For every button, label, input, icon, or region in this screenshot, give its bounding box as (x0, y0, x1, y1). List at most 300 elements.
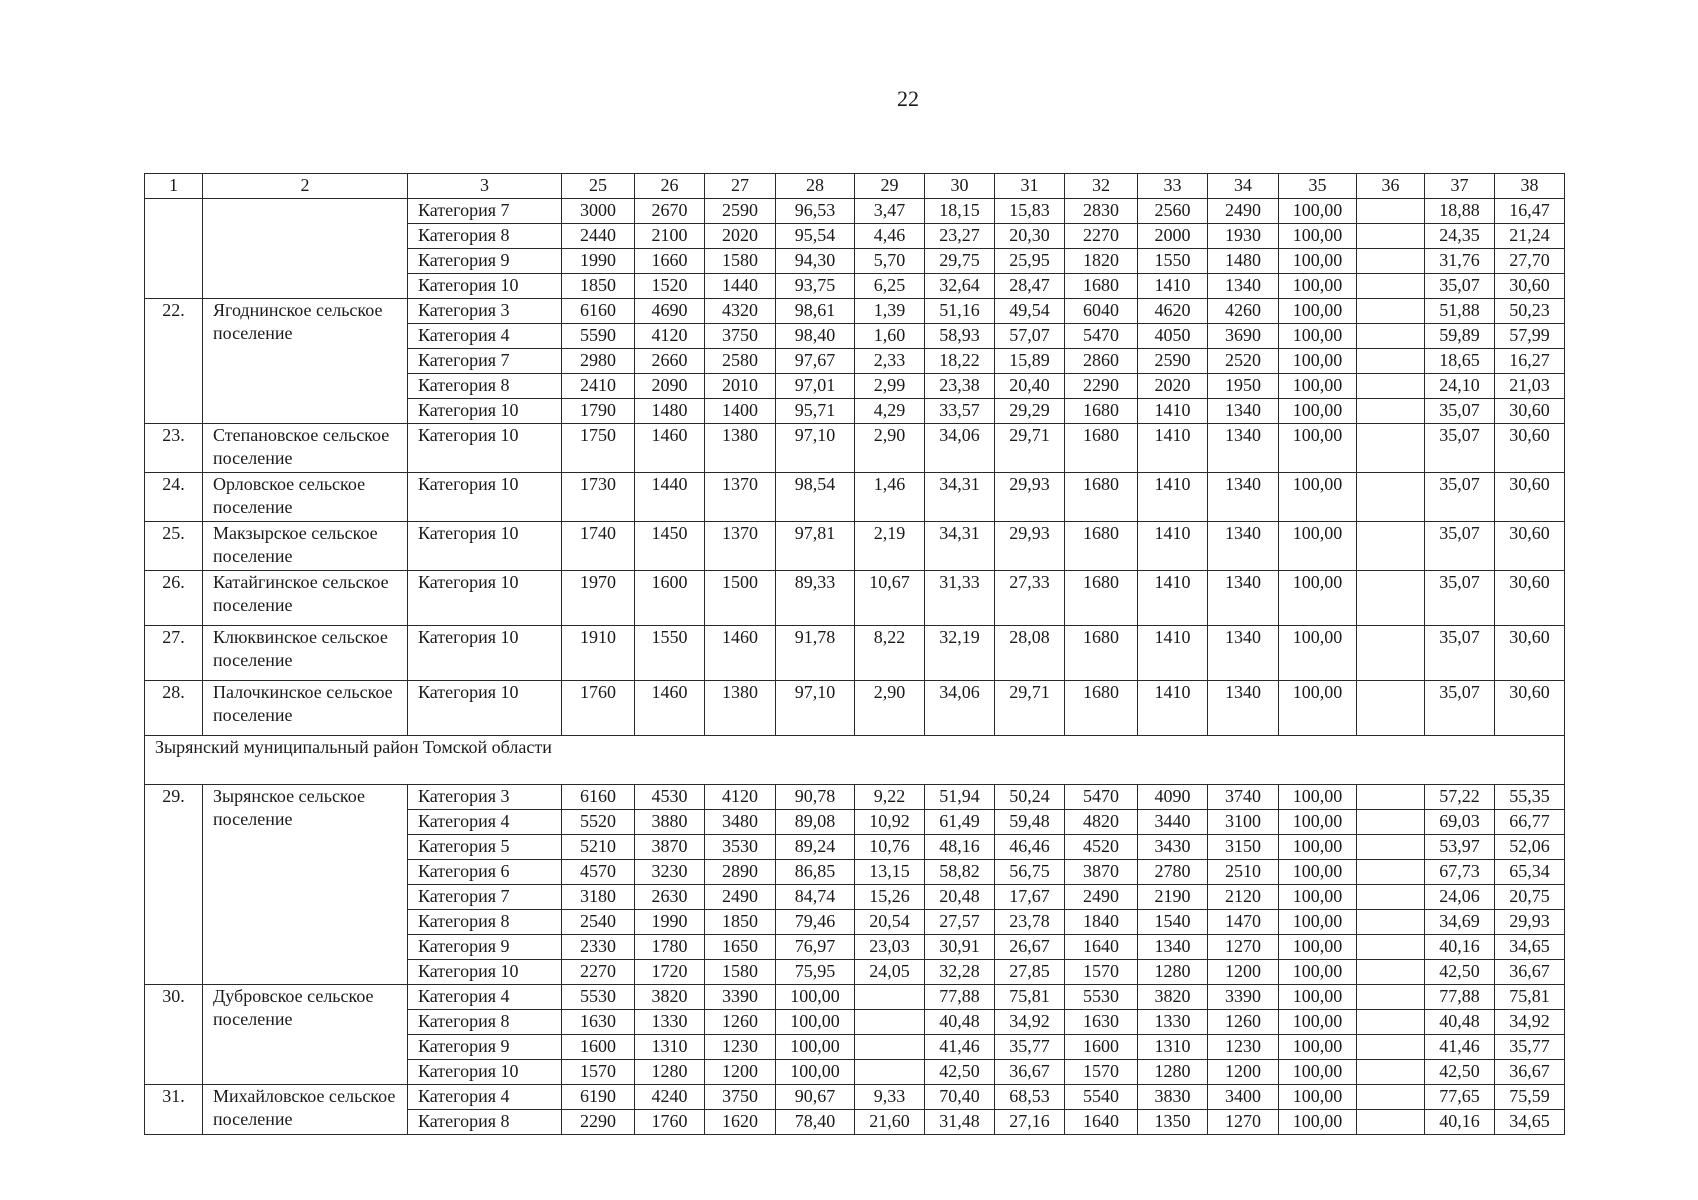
value-cell: 36,67 (1495, 960, 1565, 985)
value-cell: 100,00 (1279, 785, 1357, 810)
table-row (145, 473, 1565, 522)
value-cell: 1970 (562, 571, 635, 626)
data-table (144, 173, 1565, 1135)
value-cell: 25,95 (995, 249, 1065, 274)
value-cell: 1640 (1065, 935, 1138, 960)
column-header: 36 (1357, 174, 1425, 199)
value-cell: 1340 (1208, 626, 1279, 681)
table-row (145, 299, 1565, 324)
value-cell: 3750 (705, 1085, 776, 1110)
category-cell: Категория 10 (408, 1060, 562, 1085)
value-cell: 4320 (705, 299, 776, 324)
value-cell: 97,10 (776, 424, 855, 473)
settlement-name: Дубровское сельское поселение (203, 985, 408, 1085)
category-cell: Категория 3 (408, 299, 562, 324)
value-cell: 2490 (1065, 885, 1138, 910)
value-cell: 2780 (1138, 860, 1208, 885)
value-cell: 1410 (1138, 522, 1208, 571)
value-cell: 5470 (1065, 324, 1138, 349)
value-cell: 1480 (635, 399, 705, 424)
value-cell: 3830 (1138, 1085, 1208, 1110)
value-cell: 100,00 (776, 1035, 855, 1060)
value-cell: 2540 (562, 910, 635, 935)
value-cell: 2510 (1208, 860, 1279, 885)
value-cell: 36,67 (995, 1060, 1065, 1085)
value-cell (1357, 571, 1425, 626)
value-cell: 9,22 (855, 785, 925, 810)
settlement-name: Клюквинское сельское поселение (203, 626, 408, 681)
settlement-name: Катайгинское сельское поселение (203, 571, 408, 626)
value-cell: 3180 (562, 885, 635, 910)
value-cell (1357, 522, 1425, 571)
category-cell: Категория 4 (408, 810, 562, 835)
table-row (145, 626, 1565, 681)
value-cell: 24,06 (1425, 885, 1495, 910)
value-cell: 3820 (1138, 985, 1208, 1010)
value-cell (1357, 626, 1425, 681)
value-cell: 61,49 (925, 810, 995, 835)
value-cell: 79,46 (776, 910, 855, 935)
value-cell (1357, 935, 1425, 960)
value-cell: 5540 (1065, 1085, 1138, 1110)
value-cell (1357, 960, 1425, 985)
value-cell: 2100 (635, 224, 705, 249)
value-cell (1357, 399, 1425, 424)
value-cell: 1640 (1065, 1110, 1138, 1135)
value-cell: 42,50 (1425, 1060, 1495, 1085)
value-cell: 3880 (635, 810, 705, 835)
value-cell: 89,24 (776, 835, 855, 860)
value-cell: 2860 (1065, 349, 1138, 374)
value-cell: 30,60 (1495, 274, 1565, 299)
value-cell: 24,05 (855, 960, 925, 985)
row-number: 26. (145, 571, 203, 626)
value-cell: 1,60 (855, 324, 925, 349)
value-cell: 1310 (1138, 1035, 1208, 1060)
category-cell: Категория 10 (408, 681, 562, 736)
column-header: 31 (995, 174, 1065, 199)
value-cell: 100,00 (776, 1060, 855, 1085)
value-cell: 30,91 (925, 935, 995, 960)
table-row (145, 199, 1565, 224)
value-cell (1357, 810, 1425, 835)
value-cell: 100,00 (1279, 985, 1357, 1010)
value-cell: 30,60 (1495, 473, 1565, 522)
value-cell: 56,75 (995, 860, 1065, 885)
value-cell: 35,77 (1495, 1035, 1565, 1060)
value-cell: 1470 (1208, 910, 1279, 935)
category-cell: Категория 8 (408, 910, 562, 935)
value-cell: 1,39 (855, 299, 925, 324)
value-cell: 34,06 (925, 681, 995, 736)
value-cell: 51,16 (925, 299, 995, 324)
value-cell: 1680 (1065, 473, 1138, 522)
value-cell: 52,06 (1495, 835, 1565, 860)
category-cell: Категория 8 (408, 1010, 562, 1035)
value-cell: 29,75 (925, 249, 995, 274)
value-cell: 1380 (705, 424, 776, 473)
value-cell: 31,76 (1425, 249, 1495, 274)
value-cell: 33,57 (925, 399, 995, 424)
value-cell: 53,97 (1425, 835, 1495, 860)
value-cell: 31,48 (925, 1110, 995, 1135)
value-cell: 1680 (1065, 681, 1138, 736)
value-cell: 93,75 (776, 274, 855, 299)
value-cell: 100,00 (1279, 1060, 1357, 1085)
value-cell (1357, 424, 1425, 473)
category-cell: Категория 4 (408, 985, 562, 1010)
value-cell: 27,16 (995, 1110, 1065, 1135)
value-cell: 40,16 (1425, 1110, 1495, 1135)
value-cell: 97,10 (776, 681, 855, 736)
value-cell: 4,29 (855, 399, 925, 424)
value-cell (1357, 374, 1425, 399)
value-cell: 6040 (1065, 299, 1138, 324)
row-number: 23. (145, 424, 203, 473)
value-cell (1357, 835, 1425, 860)
value-cell: 1410 (1138, 626, 1208, 681)
value-cell: 3230 (635, 860, 705, 885)
value-cell: 5,70 (855, 249, 925, 274)
value-cell: 1410 (1138, 473, 1208, 522)
value-cell: 10,92 (855, 810, 925, 835)
value-cell: 97,81 (776, 522, 855, 571)
value-cell (855, 1035, 925, 1060)
value-cell: 68,53 (995, 1085, 1065, 1110)
value-cell: 34,31 (925, 473, 995, 522)
value-cell: 36,67 (1495, 1060, 1565, 1085)
value-cell: 34,06 (925, 424, 995, 473)
value-cell: 34,92 (995, 1010, 1065, 1035)
value-cell: 30,60 (1495, 424, 1565, 473)
column-header: 1 (145, 174, 203, 199)
value-cell: 1280 (635, 1060, 705, 1085)
value-cell: 100,00 (1279, 681, 1357, 736)
value-cell: 5470 (1065, 785, 1138, 810)
value-cell: 50,24 (995, 785, 1065, 810)
value-cell: 4090 (1138, 785, 1208, 810)
value-cell: 67,73 (1425, 860, 1495, 885)
value-cell: 30,60 (1495, 626, 1565, 681)
value-cell: 23,27 (925, 224, 995, 249)
value-cell: 2020 (705, 224, 776, 249)
value-cell: 59,48 (995, 810, 1065, 835)
value-cell: 1350 (1138, 1110, 1208, 1135)
value-cell: 15,83 (995, 199, 1065, 224)
value-cell: 30,60 (1495, 522, 1565, 571)
value-cell: 4690 (635, 299, 705, 324)
value-cell: 1550 (1138, 249, 1208, 274)
value-cell: 5530 (562, 985, 635, 1010)
section-row (145, 736, 1565, 785)
value-cell: 1460 (635, 424, 705, 473)
value-cell (1357, 224, 1425, 249)
value-cell: 1340 (1208, 473, 1279, 522)
settlement-name: Михайловское сельское поселение (203, 1085, 408, 1135)
value-cell: 6160 (562, 299, 635, 324)
value-cell: 49,54 (995, 299, 1065, 324)
value-cell: 35,07 (1425, 473, 1495, 522)
column-header: 35 (1279, 174, 1357, 199)
value-cell: 3870 (635, 835, 705, 860)
value-cell: 3400 (1208, 1085, 1279, 1110)
value-cell: 1760 (562, 681, 635, 736)
value-cell: 29,71 (995, 424, 1065, 473)
value-cell: 1330 (635, 1010, 705, 1035)
value-cell: 32,64 (925, 274, 995, 299)
value-cell: 89,08 (776, 810, 855, 835)
value-cell (1357, 1085, 1425, 1110)
settlement-name: Палочкинское сельское поселение (203, 681, 408, 736)
column-header: 37 (1425, 174, 1495, 199)
value-cell: 48,16 (925, 835, 995, 860)
value-cell: 2580 (705, 349, 776, 374)
value-cell: 1480 (1208, 249, 1279, 274)
value-cell: 10,67 (855, 571, 925, 626)
category-cell: Категория 10 (408, 424, 562, 473)
value-cell: 100,00 (1279, 274, 1357, 299)
value-cell: 51,88 (1425, 299, 1495, 324)
value-cell: 1820 (1065, 249, 1138, 274)
value-cell: 3430 (1138, 835, 1208, 860)
value-cell: 2830 (1065, 199, 1138, 224)
value-cell: 1260 (1208, 1010, 1279, 1035)
value-cell: 23,03 (855, 935, 925, 960)
section-title: Зырянский муниципальный район Томской области (145, 736, 1565, 785)
value-cell: 1230 (705, 1035, 776, 1060)
row-number: 27. (145, 626, 203, 681)
value-cell: 1620 (705, 1110, 776, 1135)
value-cell: 100,00 (1279, 199, 1357, 224)
value-cell: 58,82 (925, 860, 995, 885)
value-cell: 100,00 (1279, 424, 1357, 473)
value-cell: 95,54 (776, 224, 855, 249)
value-cell: 2520 (1208, 349, 1279, 374)
value-cell: 57,22 (1425, 785, 1495, 810)
row-number: 31. (145, 1085, 203, 1135)
value-cell: 100,00 (1279, 1085, 1357, 1110)
value-cell (1357, 885, 1425, 910)
table-row (145, 985, 1565, 1010)
value-cell: 100,00 (1279, 1110, 1357, 1135)
value-cell: 1930 (1208, 224, 1279, 249)
value-cell: 100,00 (1279, 935, 1357, 960)
value-cell: 90,78 (776, 785, 855, 810)
value-cell: 1380 (705, 681, 776, 736)
value-cell (855, 1010, 925, 1035)
value-cell: 18,22 (925, 349, 995, 374)
value-cell: 18,15 (925, 199, 995, 224)
value-cell: 1780 (635, 935, 705, 960)
value-cell: 97,67 (776, 349, 855, 374)
value-cell: 75,59 (1495, 1085, 1565, 1110)
value-cell: 21,60 (855, 1110, 925, 1135)
category-cell: Категория 10 (408, 571, 562, 626)
value-cell: 28,47 (995, 274, 1065, 299)
table-row (145, 424, 1565, 473)
value-cell: 96,53 (776, 199, 855, 224)
value-cell: 1600 (1065, 1035, 1138, 1060)
value-cell: 1580 (705, 960, 776, 985)
value-cell: 35,07 (1425, 274, 1495, 299)
value-cell: 34,92 (1495, 1010, 1565, 1035)
value-cell: 35,07 (1425, 681, 1495, 736)
row-number: 22. (145, 299, 203, 424)
value-cell: 1500 (705, 571, 776, 626)
value-cell: 5520 (562, 810, 635, 835)
value-cell: 75,81 (995, 985, 1065, 1010)
value-cell: 1310 (635, 1035, 705, 1060)
value-cell: 17,67 (995, 885, 1065, 910)
category-cell: Категория 7 (408, 349, 562, 374)
category-cell: Категория 8 (408, 1110, 562, 1135)
value-cell: 1330 (1138, 1010, 1208, 1035)
value-cell: 4240 (635, 1085, 705, 1110)
value-cell: 1410 (1138, 274, 1208, 299)
settlement-name: Орловское сельское поселение (203, 473, 408, 522)
value-cell: 2,19 (855, 522, 925, 571)
row-number: 25. (145, 522, 203, 571)
value-cell: 98,61 (776, 299, 855, 324)
value-cell: 1270 (1208, 935, 1279, 960)
value-cell: 90,67 (776, 1085, 855, 1110)
value-cell: 16,47 (1495, 199, 1565, 224)
value-cell: 1440 (705, 274, 776, 299)
value-cell: 55,35 (1495, 785, 1565, 810)
value-cell: 3,47 (855, 199, 925, 224)
value-cell: 77,88 (925, 985, 995, 1010)
value-cell: 59,89 (1425, 324, 1495, 349)
value-cell: 1410 (1138, 399, 1208, 424)
value-cell: 34,69 (1425, 910, 1495, 935)
value-cell: 78,40 (776, 1110, 855, 1135)
value-cell: 42,50 (925, 1060, 995, 1085)
value-cell: 2890 (705, 860, 776, 885)
value-cell: 41,46 (925, 1035, 995, 1060)
column-header: 32 (1065, 174, 1138, 199)
value-cell: 1280 (1138, 960, 1208, 985)
value-cell: 98,40 (776, 324, 855, 349)
value-cell: 35,07 (1425, 522, 1495, 571)
value-cell: 1340 (1208, 424, 1279, 473)
value-cell: 1450 (635, 522, 705, 571)
value-cell: 16,27 (1495, 349, 1565, 374)
column-header: 30 (925, 174, 995, 199)
value-cell: 34,65 (1495, 1110, 1565, 1135)
value-cell: 2630 (635, 885, 705, 910)
value-cell: 4120 (705, 785, 776, 810)
table-row (145, 522, 1565, 571)
value-cell: 5590 (562, 324, 635, 349)
value-cell: 4570 (562, 860, 635, 885)
category-cell: Категория 5 (408, 835, 562, 860)
value-cell: 2440 (562, 224, 635, 249)
value-cell: 4120 (635, 324, 705, 349)
value-cell: 6190 (562, 1085, 635, 1110)
value-cell: 1260 (705, 1010, 776, 1035)
value-cell: 76,97 (776, 935, 855, 960)
category-cell: Категория 10 (408, 522, 562, 571)
category-cell: Категория 10 (408, 399, 562, 424)
category-cell: Категория 10 (408, 960, 562, 985)
value-cell: 35,07 (1425, 626, 1495, 681)
value-cell: 29,71 (995, 681, 1065, 736)
value-cell: 2490 (1208, 199, 1279, 224)
value-cell: 3100 (1208, 810, 1279, 835)
value-cell: 1850 (705, 910, 776, 935)
value-cell: 1680 (1065, 626, 1138, 681)
value-cell (1357, 681, 1425, 736)
value-cell: 100,00 (1279, 910, 1357, 935)
value-cell: 32,28 (925, 960, 995, 985)
value-cell: 100,00 (1279, 626, 1357, 681)
value-cell: 4,46 (855, 224, 925, 249)
value-cell: 29,93 (1495, 910, 1565, 935)
column-header: 34 (1208, 174, 1279, 199)
value-cell: 2,90 (855, 424, 925, 473)
column-header: 28 (776, 174, 855, 199)
value-cell: 30,60 (1495, 399, 1565, 424)
value-cell: 1680 (1065, 274, 1138, 299)
column-header: 25 (562, 174, 635, 199)
value-cell (1357, 324, 1425, 349)
value-cell: 2120 (1208, 885, 1279, 910)
value-cell: 1270 (1208, 1110, 1279, 1135)
value-cell: 100,00 (1279, 571, 1357, 626)
value-cell: 1340 (1208, 399, 1279, 424)
value-cell: 2560 (1138, 199, 1208, 224)
category-cell: Категория 9 (408, 1035, 562, 1060)
value-cell: 1200 (1208, 1060, 1279, 1085)
value-cell: 2660 (635, 349, 705, 374)
category-cell: Категория 7 (408, 885, 562, 910)
value-cell: 6,25 (855, 274, 925, 299)
value-cell: 6160 (562, 785, 635, 810)
row-number: 28. (145, 681, 203, 736)
value-cell: 1460 (635, 681, 705, 736)
value-cell: 69,03 (1425, 810, 1495, 835)
value-cell: 20,48 (925, 885, 995, 910)
value-cell: 100,00 (1279, 324, 1357, 349)
value-cell: 27,85 (995, 960, 1065, 985)
value-cell: 46,46 (995, 835, 1065, 860)
value-cell (855, 985, 925, 1010)
value-cell: 66,77 (1495, 810, 1565, 835)
category-cell: Категория 8 (408, 224, 562, 249)
value-cell: 58,93 (925, 324, 995, 349)
value-cell: 100,00 (1279, 224, 1357, 249)
settlement-name: Ягоднинское сельское поселение (203, 299, 408, 424)
value-cell: 100,00 (1279, 522, 1357, 571)
value-cell: 1570 (1065, 960, 1138, 985)
value-cell: 26,67 (995, 935, 1065, 960)
value-cell: 1570 (1065, 1060, 1138, 1085)
settlement-name: Макзырское сельское поселение (203, 522, 408, 571)
value-cell (1357, 1010, 1425, 1035)
value-cell: 4530 (635, 785, 705, 810)
value-cell: 5530 (1065, 985, 1138, 1010)
row-number: 30. (145, 985, 203, 1085)
value-cell: 3750 (705, 324, 776, 349)
value-cell: 3690 (1208, 324, 1279, 349)
value-cell: 1790 (562, 399, 635, 424)
value-cell: 100,00 (776, 1010, 855, 1035)
category-cell: Категория 8 (408, 374, 562, 399)
value-cell (1357, 910, 1425, 935)
value-cell: 1720 (635, 960, 705, 985)
category-cell: Категория 4 (408, 1085, 562, 1110)
value-cell: 70,40 (925, 1085, 995, 1110)
